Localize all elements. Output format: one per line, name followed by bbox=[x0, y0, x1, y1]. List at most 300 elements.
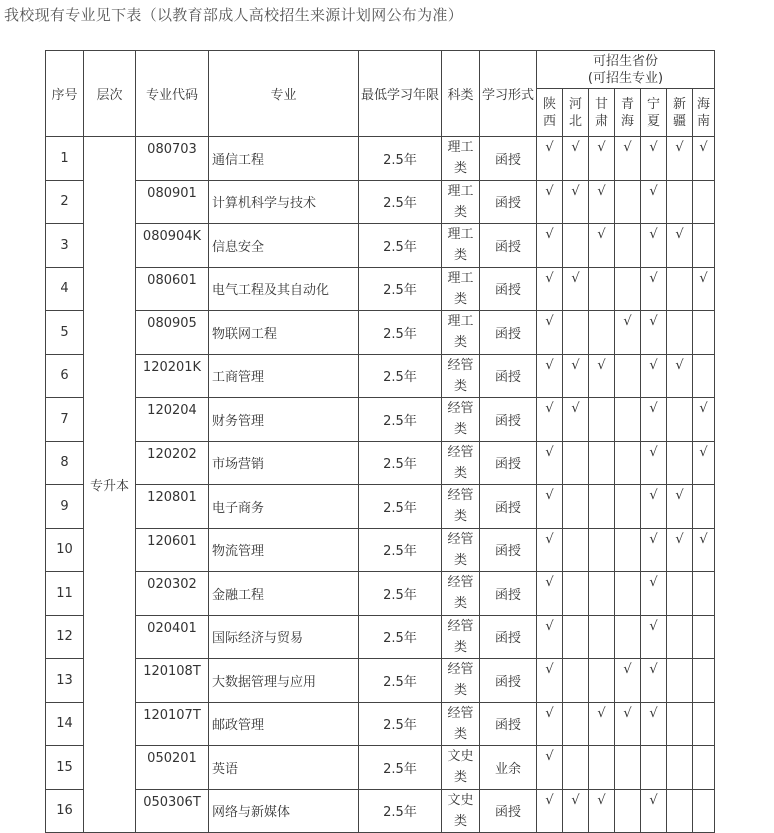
cell-province-check bbox=[693, 528, 715, 572]
check-mark-icon: √ bbox=[675, 140, 684, 155]
check-mark-icon: √ bbox=[571, 401, 580, 416]
province-char: 海南 bbox=[696, 96, 710, 129]
check-mark-icon: √ bbox=[545, 270, 554, 286]
cell-province-check bbox=[693, 180, 715, 224]
cell-no: 3 bbox=[46, 224, 84, 268]
cell-mode: 业余 bbox=[480, 746, 537, 790]
check-mark-icon: √ bbox=[649, 792, 658, 808]
header-major: 专业 bbox=[209, 51, 359, 137]
category-line: 经管 bbox=[447, 444, 474, 460]
check-mark-icon: √ bbox=[545, 444, 554, 460]
cell-province-check bbox=[641, 224, 667, 268]
category-line: 经管 bbox=[447, 705, 474, 721]
cell-province-check bbox=[667, 702, 693, 746]
check-mark-icon: √ bbox=[649, 183, 658, 199]
cell-major: 大数据管理与应用 bbox=[209, 659, 359, 703]
cell-province-check bbox=[589, 441, 615, 485]
cell-province-check bbox=[563, 572, 589, 616]
check-mark-icon: √ bbox=[545, 618, 554, 634]
cell-province-check bbox=[537, 789, 563, 833]
cell-province-check bbox=[667, 267, 693, 311]
check-mark-icon: √ bbox=[597, 140, 606, 155]
cell-category bbox=[442, 746, 480, 790]
cell-province-check bbox=[589, 398, 615, 442]
check-mark-icon: √ bbox=[545, 575, 554, 590]
header-no: 序号 bbox=[46, 51, 84, 137]
cell-province-check bbox=[615, 789, 641, 833]
category-line: 文史 bbox=[447, 792, 474, 808]
cell-category bbox=[442, 441, 480, 485]
check-mark-icon: √ bbox=[571, 270, 580, 286]
cell-province-check bbox=[641, 572, 667, 616]
cell-province-check bbox=[693, 702, 715, 746]
cell-province-check bbox=[563, 441, 589, 485]
category-line: 理工 bbox=[447, 314, 474, 330]
category-line: 类 bbox=[453, 509, 467, 525]
cell-province-check bbox=[589, 528, 615, 572]
cell-province-check bbox=[641, 615, 667, 659]
cell-province-check bbox=[667, 485, 693, 529]
check-mark-icon: √ bbox=[675, 488, 684, 503]
category-line: 类 bbox=[453, 726, 467, 742]
category-line: 理工 bbox=[447, 227, 474, 243]
cell-province-check bbox=[693, 137, 715, 181]
cell-province-check bbox=[641, 746, 667, 790]
check-mark-icon: √ bbox=[699, 531, 708, 547]
cell-code: 080904K bbox=[136, 224, 209, 268]
cell-province-check bbox=[563, 702, 589, 746]
cell-years: 2.5年 bbox=[359, 180, 442, 224]
cell-mode: 函授 bbox=[480, 485, 537, 529]
category-line: 经管 bbox=[447, 488, 474, 504]
cell-mode: 函授 bbox=[480, 224, 537, 268]
check-mark-icon: √ bbox=[571, 357, 580, 373]
cell-province-check bbox=[641, 354, 667, 398]
category-line: 类 bbox=[453, 161, 467, 177]
cell-mode: 函授 bbox=[480, 528, 537, 572]
cell-province-check bbox=[589, 224, 615, 268]
cell-province-check bbox=[693, 354, 715, 398]
cell-code: 080901 bbox=[136, 180, 209, 224]
cell-province-check bbox=[667, 572, 693, 616]
category-line: 类 bbox=[453, 422, 467, 438]
cell-province-check bbox=[667, 137, 693, 181]
check-mark-icon: √ bbox=[571, 140, 580, 155]
cell-province-check bbox=[589, 702, 615, 746]
cell-major: 电子商务 bbox=[209, 485, 359, 529]
check-mark-icon: √ bbox=[649, 488, 658, 503]
cell-category bbox=[442, 398, 480, 442]
check-mark-icon: √ bbox=[623, 314, 632, 329]
cell-province-check bbox=[641, 398, 667, 442]
cell-major: 物流管理 bbox=[209, 528, 359, 572]
cell-no: 4 bbox=[46, 267, 84, 311]
cell-years: 2.5年 bbox=[359, 311, 442, 355]
cell-major: 网络与新媒体 bbox=[209, 789, 359, 833]
category-line: 经管 bbox=[447, 401, 474, 417]
check-mark-icon: √ bbox=[649, 575, 658, 590]
check-mark-icon: √ bbox=[597, 227, 606, 242]
cell-province-check bbox=[615, 441, 641, 485]
cell-major: 通信工程 bbox=[209, 137, 359, 181]
cell-province-check bbox=[693, 398, 715, 442]
category-line: 类 bbox=[453, 770, 467, 786]
cell-province-check bbox=[537, 137, 563, 181]
cell-code: 120201K bbox=[136, 354, 209, 398]
check-mark-icon: √ bbox=[699, 270, 708, 286]
cell-province-check bbox=[615, 746, 641, 790]
cell-province-check bbox=[589, 311, 615, 355]
check-mark-icon: √ bbox=[623, 705, 632, 721]
check-mark-icon: √ bbox=[649, 618, 658, 634]
table-row bbox=[46, 267, 715, 311]
header-province-6 bbox=[693, 89, 715, 137]
cell-province-check bbox=[693, 789, 715, 833]
table-row bbox=[46, 572, 715, 616]
cell-province-check bbox=[589, 180, 615, 224]
cell-province-check bbox=[563, 528, 589, 572]
cell-no: 1 bbox=[46, 137, 84, 181]
check-mark-icon: √ bbox=[545, 792, 554, 808]
check-mark-icon: √ bbox=[699, 444, 708, 460]
cell-category bbox=[442, 267, 480, 311]
cell-province-check bbox=[589, 267, 615, 311]
category-line: 经管 bbox=[447, 662, 474, 678]
cell-no: 16 bbox=[46, 789, 84, 833]
cell-major: 英语 bbox=[209, 746, 359, 790]
cell-years: 2.5年 bbox=[359, 702, 442, 746]
cell-province-check bbox=[667, 746, 693, 790]
province-char: 青 bbox=[620, 96, 634, 112]
cell-category bbox=[442, 485, 480, 529]
check-mark-icon: √ bbox=[649, 140, 658, 155]
check-mark-icon: √ bbox=[649, 357, 658, 373]
check-mark-icon: √ bbox=[597, 705, 606, 721]
cell-province-check bbox=[615, 702, 641, 746]
province-char: 河 bbox=[568, 96, 582, 112]
cell-code: 080905 bbox=[136, 311, 209, 355]
category-line: 类 bbox=[453, 552, 467, 568]
check-mark-icon: √ bbox=[649, 705, 658, 721]
cell-province-check bbox=[693, 572, 715, 616]
cell-mode: 函授 bbox=[480, 311, 537, 355]
cell-mode: 函授 bbox=[480, 572, 537, 616]
cell-province-check bbox=[693, 311, 715, 355]
cell-province-check bbox=[667, 789, 693, 833]
intro-text: 我校现有专业见下表（以教育部成人高校招生来源计划网公布为准） bbox=[4, 6, 464, 24]
cell-category bbox=[442, 572, 480, 616]
cell-code: 020302 bbox=[136, 572, 209, 616]
cell-province-check bbox=[693, 267, 715, 311]
cell-major: 物联网工程 bbox=[209, 311, 359, 355]
table-row bbox=[46, 137, 715, 181]
cell-province-check bbox=[589, 615, 615, 659]
check-mark-icon: √ bbox=[597, 183, 606, 199]
province-char: 新 bbox=[672, 96, 686, 112]
cell-province-check bbox=[563, 485, 589, 529]
cell-mode: 函授 bbox=[480, 702, 537, 746]
table-row bbox=[46, 746, 715, 790]
table-row bbox=[46, 311, 715, 355]
cell-category bbox=[442, 311, 480, 355]
cell-level: 专升本 bbox=[84, 137, 136, 833]
cell-province-check bbox=[641, 180, 667, 224]
header-mode: 学习形式 bbox=[480, 51, 537, 137]
cell-province-check bbox=[537, 224, 563, 268]
check-mark-icon: √ bbox=[623, 662, 632, 677]
category-line: 文史 bbox=[447, 749, 474, 765]
category-line: 类 bbox=[453, 465, 467, 481]
cell-province-check bbox=[563, 137, 589, 181]
cell-province-check bbox=[667, 528, 693, 572]
table-header bbox=[46, 51, 715, 137]
cell-major: 计算机科学与技术 bbox=[209, 180, 359, 224]
check-mark-icon: √ bbox=[597, 357, 606, 373]
table-row bbox=[46, 441, 715, 485]
cell-province-check bbox=[667, 441, 693, 485]
cell-years: 2.5年 bbox=[359, 354, 442, 398]
cell-category bbox=[442, 354, 480, 398]
header-category: 科类 bbox=[442, 51, 480, 137]
check-mark-icon: √ bbox=[675, 531, 684, 547]
cell-province-check bbox=[589, 137, 615, 181]
table-row bbox=[46, 224, 715, 268]
check-mark-icon: √ bbox=[545, 705, 554, 721]
cell-code: 050306T bbox=[136, 789, 209, 833]
cell-years: 2.5年 bbox=[359, 528, 442, 572]
category-line: 经管 bbox=[447, 618, 474, 634]
cell-province-check bbox=[537, 746, 563, 790]
cell-province-check bbox=[589, 789, 615, 833]
cell-province-check bbox=[693, 659, 715, 703]
cell-province-check bbox=[693, 485, 715, 529]
cell-category bbox=[442, 137, 480, 181]
cell-province-check bbox=[615, 180, 641, 224]
cell-no: 6 bbox=[46, 354, 84, 398]
cell-province-check bbox=[537, 441, 563, 485]
cell-code: 020401 bbox=[136, 615, 209, 659]
cell-province-check bbox=[563, 659, 589, 703]
check-mark-icon: √ bbox=[545, 227, 554, 242]
province-char: 夏 bbox=[646, 113, 660, 129]
cell-code: 080703 bbox=[136, 137, 209, 181]
cell-province-check bbox=[615, 572, 641, 616]
check-mark-icon: √ bbox=[649, 401, 658, 416]
cell-code: 050201 bbox=[136, 746, 209, 790]
category-line: 类 bbox=[453, 378, 467, 394]
category-line: 类 bbox=[453, 291, 467, 307]
cell-code: 120202 bbox=[136, 441, 209, 485]
province-char: 宁 bbox=[646, 96, 660, 112]
check-mark-icon: √ bbox=[571, 792, 580, 808]
category-line: 类 bbox=[453, 683, 467, 699]
cell-mode: 函授 bbox=[480, 615, 537, 659]
cell-mode: 函授 bbox=[480, 267, 537, 311]
cell-province-check bbox=[589, 572, 615, 616]
cell-province-check bbox=[537, 180, 563, 224]
cell-province-check bbox=[589, 485, 615, 529]
cell-province-check bbox=[667, 354, 693, 398]
table-row bbox=[46, 702, 715, 746]
check-mark-icon: √ bbox=[649, 662, 658, 677]
cell-category bbox=[442, 659, 480, 703]
cell-province-check bbox=[693, 441, 715, 485]
cell-province-check bbox=[563, 354, 589, 398]
table-row bbox=[46, 354, 715, 398]
cell-major: 信息安全 bbox=[209, 224, 359, 268]
check-mark-icon: √ bbox=[545, 488, 554, 503]
table-row bbox=[46, 615, 715, 659]
category-line: 类 bbox=[453, 335, 467, 351]
check-mark-icon: √ bbox=[545, 531, 554, 547]
cell-province-check bbox=[537, 615, 563, 659]
province-char: 疆 bbox=[672, 113, 686, 129]
cell-major: 金融工程 bbox=[209, 572, 359, 616]
cell-mode: 函授 bbox=[480, 180, 537, 224]
cell-province-check bbox=[563, 180, 589, 224]
cell-province-check bbox=[589, 354, 615, 398]
category-line: 经管 bbox=[447, 357, 474, 373]
cell-province-check bbox=[667, 615, 693, 659]
cell-province-check bbox=[537, 267, 563, 311]
header-province-4 bbox=[641, 89, 667, 137]
cell-province-check bbox=[641, 485, 667, 529]
check-mark-icon: √ bbox=[545, 662, 554, 677]
header-province-2 bbox=[589, 89, 615, 137]
cell-province-check bbox=[563, 398, 589, 442]
cell-province-check bbox=[563, 615, 589, 659]
provinces-title: 可招生省份 bbox=[592, 53, 658, 69]
cell-province-check bbox=[537, 311, 563, 355]
cell-major: 邮政管理 bbox=[209, 702, 359, 746]
check-mark-icon: √ bbox=[649, 531, 658, 547]
cell-no: 14 bbox=[46, 702, 84, 746]
cell-no: 9 bbox=[46, 485, 84, 529]
cell-province-check bbox=[667, 311, 693, 355]
cell-province-check bbox=[615, 267, 641, 311]
cell-major: 电气工程及其自动化 bbox=[209, 267, 359, 311]
cell-no: 7 bbox=[46, 398, 84, 442]
cell-no: 10 bbox=[46, 528, 84, 572]
cell-no: 15 bbox=[46, 746, 84, 790]
check-mark-icon: √ bbox=[571, 183, 580, 199]
table-row bbox=[46, 659, 715, 703]
header-code: 专业代码 bbox=[136, 51, 209, 137]
category-line: 类 bbox=[453, 639, 467, 655]
check-mark-icon: √ bbox=[675, 227, 684, 242]
check-mark-icon: √ bbox=[649, 227, 658, 242]
header-province-0 bbox=[537, 89, 563, 137]
cell-mode: 函授 bbox=[480, 789, 537, 833]
cell-province-check bbox=[589, 659, 615, 703]
check-mark-icon: √ bbox=[545, 749, 554, 764]
cell-category bbox=[442, 528, 480, 572]
check-mark-icon: √ bbox=[675, 357, 684, 373]
cell-province-check bbox=[615, 137, 641, 181]
cell-major: 市场营销 bbox=[209, 441, 359, 485]
cell-major: 财务管理 bbox=[209, 398, 359, 442]
cell-code: 120601 bbox=[136, 528, 209, 572]
cell-code: 120204 bbox=[136, 398, 209, 442]
check-mark-icon: √ bbox=[649, 314, 658, 329]
table-row bbox=[46, 789, 715, 833]
cell-mode: 函授 bbox=[480, 398, 537, 442]
cell-code: 120108T bbox=[136, 659, 209, 703]
cell-code: 120107T bbox=[136, 702, 209, 746]
cell-province-check bbox=[537, 702, 563, 746]
cell-province-check bbox=[641, 528, 667, 572]
cell-years: 2.5年 bbox=[359, 137, 442, 181]
cell-mode: 函授 bbox=[480, 441, 537, 485]
cell-province-check bbox=[641, 267, 667, 311]
header-province-1 bbox=[563, 89, 589, 137]
cell-province-check bbox=[641, 311, 667, 355]
table-row bbox=[46, 485, 715, 529]
cell-no: 13 bbox=[46, 659, 84, 703]
check-mark-icon: √ bbox=[545, 183, 554, 199]
province-char: 肃 bbox=[594, 113, 608, 129]
category-line: 类 bbox=[453, 813, 467, 829]
cell-years: 2.5年 bbox=[359, 224, 442, 268]
cell-category bbox=[442, 789, 480, 833]
cell-category bbox=[442, 702, 480, 746]
cell-province-check bbox=[537, 398, 563, 442]
cell-province-check bbox=[537, 485, 563, 529]
table-row bbox=[46, 180, 715, 224]
cell-category bbox=[442, 180, 480, 224]
cell-years: 2.5年 bbox=[359, 746, 442, 790]
category-line: 理工 bbox=[447, 140, 474, 156]
majors-table bbox=[45, 50, 715, 833]
header-years: 最低学习年限 bbox=[359, 51, 442, 137]
province-char: 陕 bbox=[542, 96, 556, 112]
cell-no: 11 bbox=[46, 572, 84, 616]
cell-years: 2.5年 bbox=[359, 267, 442, 311]
check-mark-icon: √ bbox=[699, 401, 708, 416]
cell-province-check bbox=[641, 441, 667, 485]
cell-province-check bbox=[563, 789, 589, 833]
cell-province-check bbox=[667, 180, 693, 224]
cell-years: 2.5年 bbox=[359, 441, 442, 485]
cell-province-check bbox=[563, 224, 589, 268]
cell-years: 2.5年 bbox=[359, 485, 442, 529]
check-mark-icon: √ bbox=[545, 314, 554, 329]
province-char: 海 bbox=[620, 113, 634, 129]
province-char: 西 bbox=[542, 113, 556, 129]
category-line: 类 bbox=[453, 204, 467, 220]
table-row bbox=[46, 398, 715, 442]
cell-no: 2 bbox=[46, 180, 84, 224]
cell-years: 2.5年 bbox=[359, 398, 442, 442]
cell-code: 080601 bbox=[136, 267, 209, 311]
cell-years: 2.5年 bbox=[359, 615, 442, 659]
cell-province-check bbox=[537, 572, 563, 616]
header-provinces bbox=[537, 51, 715, 89]
check-mark-icon: √ bbox=[699, 140, 708, 155]
cell-mode: 函授 bbox=[480, 659, 537, 703]
check-mark-icon: √ bbox=[597, 792, 606, 808]
cell-years: 2.5年 bbox=[359, 659, 442, 703]
cell-province-check bbox=[537, 528, 563, 572]
cell-province-check bbox=[615, 224, 641, 268]
cell-years: 2.5年 bbox=[359, 789, 442, 833]
header-level: 层次 bbox=[84, 51, 136, 137]
category-line: 类 bbox=[453, 248, 467, 264]
category-line: 理工 bbox=[447, 270, 474, 286]
cell-province-check bbox=[615, 615, 641, 659]
cell-province-check bbox=[693, 746, 715, 790]
category-line: 经管 bbox=[447, 531, 474, 547]
